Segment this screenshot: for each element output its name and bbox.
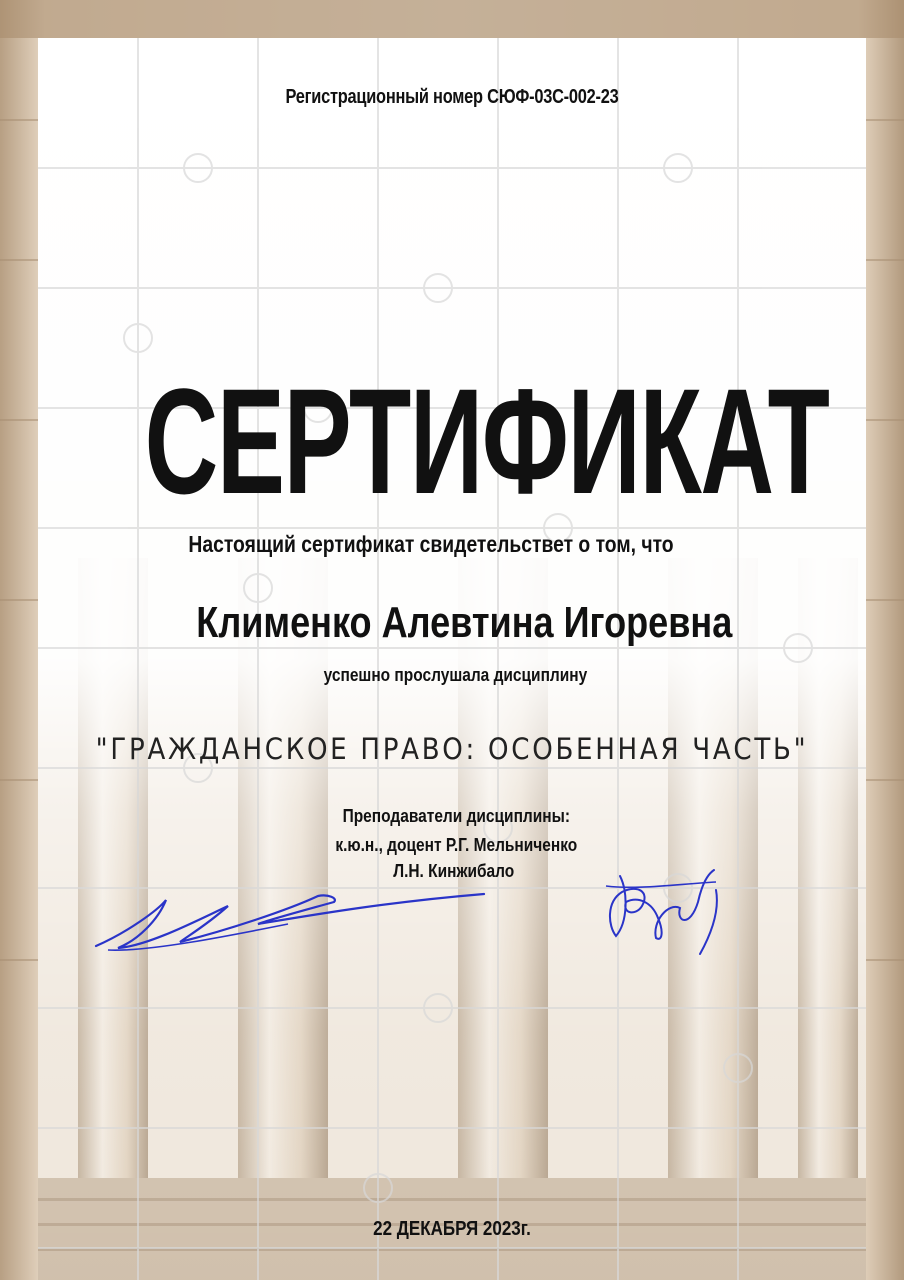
registration-number: Регистрационный номер СЮФ-03С-002-23 <box>285 86 619 108</box>
teacher-1: к.ю.н., доцент Р.Г. Мельниченко <box>335 835 578 855</box>
teachers-heading: Преподаватели дисциплины: <box>342 806 570 826</box>
signature-right <box>598 862 748 962</box>
certificate-date: 22 ДЕКАБРЯ 2023г. <box>373 1218 531 1240</box>
completion-statement: успешно прослушала дисциплину <box>323 665 588 685</box>
teacher-2: Л.Н. Кинжибало <box>393 861 515 881</box>
columns-illustration <box>38 38 866 1280</box>
recipient-name: Клименко Алевтина Игоревна <box>196 598 733 647</box>
course-name: "ГРАЖДАНСКОЕ ПРАВО: ОСОБЕННАЯ ЧАСТЬ" <box>95 732 809 766</box>
certificate-card <box>38 38 866 1280</box>
certificate-title: СЕРТИФИКАТ <box>144 357 829 525</box>
signature-left <box>88 880 488 960</box>
certificate-intro: Настоящий сертификат свидетельствет о том, что <box>188 531 674 557</box>
